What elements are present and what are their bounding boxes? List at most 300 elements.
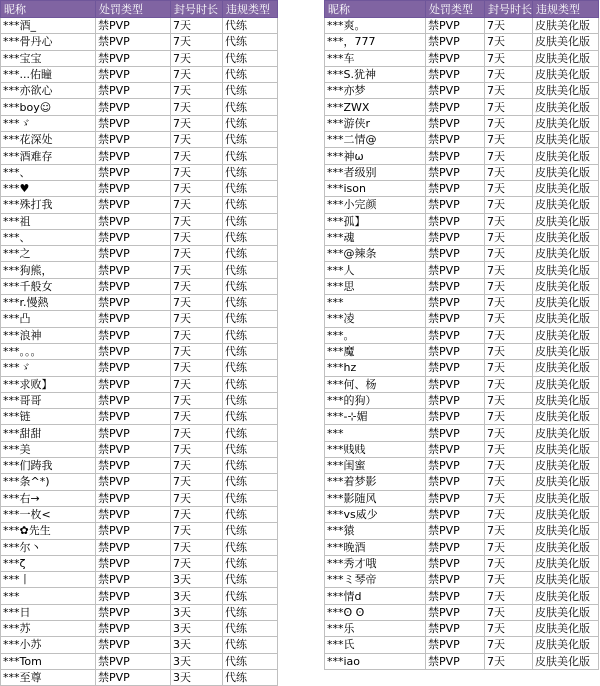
violation-type-cell: 皮肤美化版: [533, 180, 599, 196]
table-row: [325, 392, 599, 408]
penalty-type-cell: 禁PVP: [96, 115, 171, 131]
table-row: [325, 425, 599, 441]
right-header-row: [325, 1, 599, 18]
nickname-cell: ***...佑瞳: [1, 66, 96, 82]
table-row: [1, 213, 278, 229]
table-row: [1, 458, 278, 474]
penalty-type-cell: 禁PVP: [426, 360, 485, 376]
violation-type-cell: 代练: [223, 506, 278, 522]
violation-type-cell: 皮肤美化版: [533, 311, 599, 327]
table-row: [1, 295, 278, 311]
violation-type-cell: 皮肤美化版: [533, 327, 599, 343]
table-row: [325, 506, 599, 522]
nickname-cell: ***ミ琴帝: [325, 572, 426, 588]
right-table-body: [325, 18, 599, 670]
nickname-cell: ***: [325, 295, 426, 311]
ban-duration-cell: 7天: [171, 83, 223, 99]
table-row: [1, 50, 278, 66]
left-table-body: [1, 18, 278, 686]
penalty-type-cell: 禁PVP: [426, 246, 485, 262]
table-row: [1, 425, 278, 441]
penalty-type-cell: 禁PVP: [96, 213, 171, 229]
ban-duration-cell: 7天: [485, 572, 533, 588]
violation-type-cell: 代练: [223, 180, 278, 196]
nickname-cell: ***丨: [1, 572, 96, 588]
violation-type-cell: 代练: [223, 409, 278, 425]
penalty-type-cell: 禁PVP: [426, 213, 485, 229]
left-violation-type-header: 违规类型: [223, 1, 278, 18]
table-row: [325, 539, 599, 555]
nickname-cell: ***宝宝: [1, 50, 96, 66]
penalty-type-cell: 禁PVP: [426, 50, 485, 66]
table-row: [325, 262, 599, 278]
ban-duration-cell: 7天: [485, 295, 533, 311]
ban-duration-cell: 3天: [171, 669, 223, 685]
ban-duration-cell: 7天: [171, 246, 223, 262]
table-row: [325, 180, 599, 196]
penalty-type-cell: 禁PVP: [96, 327, 171, 343]
nickname-cell: ***闺蜜: [325, 458, 426, 474]
penalty-type-cell: 禁PVP: [426, 132, 485, 148]
violation-type-cell: 代练: [223, 572, 278, 588]
penalty-type-cell: 禁PVP: [96, 295, 171, 311]
violation-type-cell: 代练: [223, 637, 278, 653]
table-row: [325, 18, 599, 34]
violation-type-cell: 皮肤美化版: [533, 34, 599, 50]
table-row: [325, 311, 599, 327]
penalty-type-cell: 禁PVP: [96, 50, 171, 66]
violation-type-cell: 皮肤美化版: [533, 164, 599, 180]
ban-duration-cell: 7天: [171, 555, 223, 571]
penalty-type-cell: 禁PVP: [96, 246, 171, 262]
table-row: [325, 327, 599, 343]
penalty-type-cell: 禁PVP: [426, 409, 485, 425]
table-row: [1, 18, 278, 34]
violation-type-cell: 皮肤美化版: [533, 604, 599, 620]
nickname-cell: ***苏: [1, 620, 96, 636]
nickname-cell: ***影随风: [325, 490, 426, 506]
penalty-type-cell: 禁PVP: [96, 669, 171, 685]
nickname-cell: ***ZWX: [325, 99, 426, 115]
table-row: [1, 360, 278, 376]
violation-type-cell: 皮肤美化版: [533, 115, 599, 131]
nickname-cell: ***祖: [1, 213, 96, 229]
table-row: [325, 164, 599, 180]
left-ban-duration-header: 封号时长: [171, 1, 223, 18]
penalty-type-cell: 禁PVP: [426, 506, 485, 522]
ban-duration-cell: 7天: [485, 506, 533, 522]
ban-duration-cell: 7天: [171, 392, 223, 408]
table-row: [325, 458, 599, 474]
ban-duration-cell: 7天: [171, 99, 223, 115]
ban-duration-cell: 7天: [171, 278, 223, 294]
table-row: [325, 376, 599, 392]
violation-type-cell: 代练: [223, 441, 278, 457]
penalty-type-cell: 禁PVP: [426, 83, 485, 99]
ban-duration-cell: 7天: [171, 295, 223, 311]
ban-duration-cell: 7天: [485, 360, 533, 376]
nickname-cell: ***r.慢熱: [1, 295, 96, 311]
violation-type-cell: 代练: [223, 539, 278, 555]
nickname-cell: ***氏: [325, 637, 426, 653]
nickname-cell: ***ʘ ʘ: [325, 604, 426, 620]
nickname-cell: ***魂: [325, 229, 426, 245]
table-row: [1, 278, 278, 294]
nickname-cell: ***何、杨: [325, 376, 426, 392]
penalty-type-cell: 禁PVP: [426, 148, 485, 164]
nickname-cell: ***、: [1, 229, 96, 245]
nickname-cell: ***骨丹心: [1, 34, 96, 50]
table-row: [325, 83, 599, 99]
right-ban-duration-header: 封号时长: [485, 1, 533, 18]
violation-type-cell: 代练: [223, 83, 278, 99]
nickname-cell: ***情d: [325, 588, 426, 604]
ban-duration-cell: 7天: [485, 99, 533, 115]
penalty-type-cell: 禁PVP: [96, 278, 171, 294]
penalty-type-cell: 禁PVP: [426, 555, 485, 571]
right-penalty-table: [324, 0, 599, 670]
nickname-cell: ***Tom: [1, 653, 96, 669]
penalty-type-cell: 禁PVP: [96, 620, 171, 636]
table-row: [1, 66, 278, 82]
nickname-cell: ***甜甜: [1, 425, 96, 441]
violation-type-cell: 皮肤美化版: [533, 66, 599, 82]
ban-duration-cell: 7天: [485, 523, 533, 539]
ban-duration-cell: 7天: [485, 458, 533, 474]
table-row: [1, 441, 278, 457]
violation-type-cell: 皮肤美化版: [533, 148, 599, 164]
ban-duration-cell: 7天: [171, 34, 223, 50]
table-row: [1, 197, 278, 213]
nickname-cell: ***花深处: [1, 132, 96, 148]
nickname-cell: ***@辣条: [325, 246, 426, 262]
ban-duration-cell: 7天: [485, 148, 533, 164]
penalty-type-cell: 禁PVP: [96, 474, 171, 490]
nickname-cell: ***: [1, 588, 96, 604]
penalty-type-cell: 禁PVP: [96, 376, 171, 392]
penalty-type-cell: 禁PVP: [96, 490, 171, 506]
penalty-type-cell: 禁PVP: [426, 34, 485, 50]
nickname-cell: ***尔丶: [1, 539, 96, 555]
nickname-cell: ***: [325, 425, 426, 441]
violation-type-cell: 代练: [223, 376, 278, 392]
penalty-type-cell: 禁PVP: [96, 653, 171, 669]
table-row: [325, 278, 599, 294]
penalty-type-cell: 禁PVP: [96, 197, 171, 213]
penalty-type-cell: 禁PVP: [96, 164, 171, 180]
table-row: [1, 99, 278, 115]
violation-type-cell: 代练: [223, 164, 278, 180]
penalty-type-cell: 禁PVP: [426, 115, 485, 131]
violation-type-cell: 代练: [223, 669, 278, 685]
nickname-cell: ***，777: [325, 34, 426, 50]
nickname-cell: ***✿先生: [1, 523, 96, 539]
nickname-cell: ***酒难存: [1, 148, 96, 164]
violation-type-cell: 皮肤美化版: [533, 295, 599, 311]
table-row: [1, 229, 278, 245]
table-row: [325, 197, 599, 213]
table-row: [325, 653, 599, 669]
penalty-type-cell: 禁PVP: [96, 392, 171, 408]
violation-type-cell: 皮肤美化版: [533, 425, 599, 441]
table-row: [1, 246, 278, 262]
violation-type-cell: 皮肤美化版: [533, 99, 599, 115]
violation-type-cell: 代练: [223, 50, 278, 66]
nickname-cell: ***之: [1, 246, 96, 262]
penalty-type-cell: 禁PVP: [426, 295, 485, 311]
table-row: [325, 132, 599, 148]
ban-duration-cell: 7天: [485, 311, 533, 327]
penalty-type-cell: 禁PVP: [426, 490, 485, 506]
table-row: [1, 474, 278, 490]
ban-duration-cell: 7天: [171, 409, 223, 425]
ban-duration-cell: 7天: [171, 311, 223, 327]
ban-duration-cell: 7天: [171, 262, 223, 278]
nickname-cell: ***右→: [1, 490, 96, 506]
ban-duration-cell: 7天: [171, 164, 223, 180]
table-row: [325, 34, 599, 50]
ban-duration-cell: 7天: [485, 262, 533, 278]
penalty-type-cell: 禁PVP: [426, 327, 485, 343]
ban-duration-cell: 7天: [171, 115, 223, 131]
penalty-type-cell: 禁PVP: [426, 164, 485, 180]
violation-type-cell: 代练: [223, 458, 278, 474]
ban-duration-cell: 7天: [171, 539, 223, 555]
violation-type-cell: 代练: [223, 653, 278, 669]
table-row: [1, 311, 278, 327]
ban-duration-cell: 7天: [485, 278, 533, 294]
table-row: [325, 588, 599, 604]
penalty-type-cell: 禁PVP: [96, 604, 171, 620]
ban-duration-cell: 7天: [171, 343, 223, 359]
ban-duration-cell: 7天: [485, 620, 533, 636]
penalty-type-cell: 禁PVP: [96, 180, 171, 196]
nickname-cell: ***神ω: [325, 148, 426, 164]
ban-duration-cell: 7天: [171, 474, 223, 490]
ban-duration-cell: 3天: [171, 620, 223, 636]
ban-duration-cell: 7天: [485, 180, 533, 196]
violation-type-cell: 皮肤美化版: [533, 132, 599, 148]
nickname-cell: ***魔: [325, 343, 426, 359]
table-row: [1, 392, 278, 408]
ban-duration-cell: 3天: [171, 572, 223, 588]
violation-type-cell: 代练: [223, 588, 278, 604]
nickname-cell: ***日: [1, 604, 96, 620]
nickname-cell: ***们踌我: [1, 458, 96, 474]
ban-duration-cell: 7天: [171, 490, 223, 506]
nickname-cell: ***美: [1, 441, 96, 457]
ban-duration-cell: 7天: [485, 83, 533, 99]
nickname-cell: ***-⊹媚: [325, 409, 426, 425]
violation-type-cell: 代练: [223, 148, 278, 164]
ban-duration-cell: 7天: [485, 197, 533, 213]
penalty-type-cell: 禁PVP: [426, 474, 485, 490]
table-row: [325, 246, 599, 262]
ban-duration-cell: 7天: [485, 392, 533, 408]
penalty-type-cell: 禁PVP: [426, 604, 485, 620]
table-row: [1, 343, 278, 359]
right-nickname-header: 昵称: [325, 1, 426, 18]
violation-type-cell: 代练: [223, 213, 278, 229]
table-row: [325, 360, 599, 376]
violation-type-cell: 皮肤美化版: [533, 246, 599, 262]
ban-duration-cell: 7天: [485, 588, 533, 604]
left-penalty-type-header: 处罚类型: [96, 1, 171, 18]
violation-type-cell: 代练: [223, 360, 278, 376]
ban-duration-cell: 7天: [171, 360, 223, 376]
table-row: [325, 555, 599, 571]
table-row: [1, 115, 278, 131]
ban-duration-cell: 7天: [485, 490, 533, 506]
nickname-cell: ***浪神: [1, 327, 96, 343]
nickname-cell: ***ζ: [1, 555, 96, 571]
violation-type-cell: 皮肤美化版: [533, 376, 599, 392]
nickname-cell: ***晚酒: [325, 539, 426, 555]
penalty-type-cell: 禁PVP: [96, 555, 171, 571]
penalty-type-cell: 禁PVP: [96, 458, 171, 474]
ban-duration-cell: 7天: [171, 458, 223, 474]
table-row: [1, 409, 278, 425]
nickname-cell: ***一枚<: [1, 506, 96, 522]
nickname-cell: ***小完颜: [325, 197, 426, 213]
penalty-type-cell: 禁PVP: [426, 588, 485, 604]
ban-duration-cell: 7天: [171, 229, 223, 245]
ban-duration-cell: 7天: [171, 132, 223, 148]
violation-type-cell: 代练: [223, 555, 278, 571]
table-row: [1, 555, 278, 571]
penalty-type-cell: 禁PVP: [96, 523, 171, 539]
left-nickname-header: 昵称: [1, 1, 96, 18]
nickname-cell: ***爽。: [325, 18, 426, 34]
penalty-type-cell: 禁PVP: [426, 278, 485, 294]
violation-type-cell: 皮肤美化版: [533, 278, 599, 294]
ban-duration-cell: 7天: [171, 506, 223, 522]
penalty-type-cell: 禁PVP: [426, 311, 485, 327]
ban-duration-cell: 7天: [485, 132, 533, 148]
table-row: [325, 523, 599, 539]
nickname-cell: ***亦梦: [325, 83, 426, 99]
table-row: [1, 669, 278, 685]
ban-duration-cell: 7天: [171, 523, 223, 539]
table-row: [325, 637, 599, 653]
table-row: [325, 474, 599, 490]
nickname-cell: ***着梦影: [325, 474, 426, 490]
violation-type-cell: 代练: [223, 425, 278, 441]
violation-type-cell: 代练: [223, 295, 278, 311]
penalty-type-cell: 禁PVP: [426, 637, 485, 653]
table-row: [1, 539, 278, 555]
penalty-type-cell: 禁PVP: [426, 523, 485, 539]
table-row: [325, 409, 599, 425]
violation-type-cell: 皮肤美化版: [533, 197, 599, 213]
penalty-type-cell: 禁PVP: [96, 132, 171, 148]
nickname-cell: ***ゞ: [1, 115, 96, 131]
table-row: [325, 295, 599, 311]
nickname-cell: ***♥: [1, 180, 96, 196]
violation-type-cell: 皮肤美化版: [533, 343, 599, 359]
table-row: [1, 506, 278, 522]
nickname-cell: ***乐: [325, 620, 426, 636]
violation-type-cell: 代练: [223, 490, 278, 506]
table-row: [325, 66, 599, 82]
right-penalty-type-header: 处罚类型: [426, 1, 485, 18]
table-row: [325, 604, 599, 620]
nickname-cell: ***人: [325, 262, 426, 278]
nickname-cell: ***贱贱: [325, 441, 426, 457]
nickname-cell: ***链: [1, 409, 96, 425]
table-row: [325, 99, 599, 115]
right-violation-type-header: 违规类型: [533, 1, 599, 18]
table-row: [1, 148, 278, 164]
penalty-type-cell: 禁PVP: [426, 376, 485, 392]
table-row: [1, 262, 278, 278]
violation-type-cell: 代练: [223, 66, 278, 82]
ban-duration-cell: 7天: [485, 115, 533, 131]
violation-type-cell: 代练: [223, 620, 278, 636]
violation-type-cell: 代练: [223, 99, 278, 115]
table-row: [1, 164, 278, 180]
ban-duration-cell: 7天: [485, 164, 533, 180]
ban-duration-cell: 7天: [485, 34, 533, 50]
table-row: [325, 572, 599, 588]
ban-duration-cell: 7天: [485, 343, 533, 359]
penalty-type-cell: 禁PVP: [96, 229, 171, 245]
ban-duration-cell: 7天: [485, 246, 533, 262]
penalty-type-cell: 禁PVP: [426, 539, 485, 555]
ban-duration-cell: 7天: [485, 18, 533, 34]
nickname-cell: ***S.犹神: [325, 66, 426, 82]
violation-type-cell: 代练: [223, 115, 278, 131]
ban-duration-cell: 7天: [485, 555, 533, 571]
violation-type-cell: 皮肤美化版: [533, 506, 599, 522]
left-penalty-table: [0, 0, 278, 686]
penalty-type-cell: 禁PVP: [426, 262, 485, 278]
nickname-cell: ***猿: [325, 523, 426, 539]
nickname-cell: ***殊打我: [1, 197, 96, 213]
table-row: [325, 50, 599, 66]
table-row: [325, 148, 599, 164]
table-row: [1, 523, 278, 539]
table-row: [1, 327, 278, 343]
violation-type-cell: 皮肤美化版: [533, 458, 599, 474]
violation-type-cell: 代练: [223, 132, 278, 148]
penalty-type-cell: 禁PVP: [96, 360, 171, 376]
penalty-type-cell: 禁PVP: [426, 458, 485, 474]
ban-duration-cell: 7天: [485, 474, 533, 490]
ban-duration-cell: 7天: [171, 50, 223, 66]
nickname-cell: ***ゞ: [1, 360, 96, 376]
violation-type-cell: 代练: [223, 278, 278, 294]
ban-duration-cell: 7天: [171, 441, 223, 457]
violation-type-cell: 代练: [223, 474, 278, 490]
nickname-cell: ***哥哥: [1, 392, 96, 408]
penalty-type-cell: 禁PVP: [96, 506, 171, 522]
violation-type-cell: 皮肤美化版: [533, 490, 599, 506]
penalty-type-cell: 禁PVP: [96, 83, 171, 99]
table-row: [325, 490, 599, 506]
ban-duration-cell: 7天: [485, 604, 533, 620]
penalty-type-cell: 禁PVP: [96, 637, 171, 653]
nickname-cell: ***秀才哦: [325, 555, 426, 571]
violation-type-cell: 皮肤美化版: [533, 392, 599, 408]
violation-type-cell: 皮肤美化版: [533, 588, 599, 604]
nickname-cell: ***狗熊，: [1, 262, 96, 278]
ban-duration-cell: 3天: [171, 604, 223, 620]
ban-duration-cell: 7天: [171, 66, 223, 82]
nickname-cell: ***hz: [325, 360, 426, 376]
table-row: [1, 653, 278, 669]
penalty-type-cell: 禁PVP: [96, 34, 171, 50]
